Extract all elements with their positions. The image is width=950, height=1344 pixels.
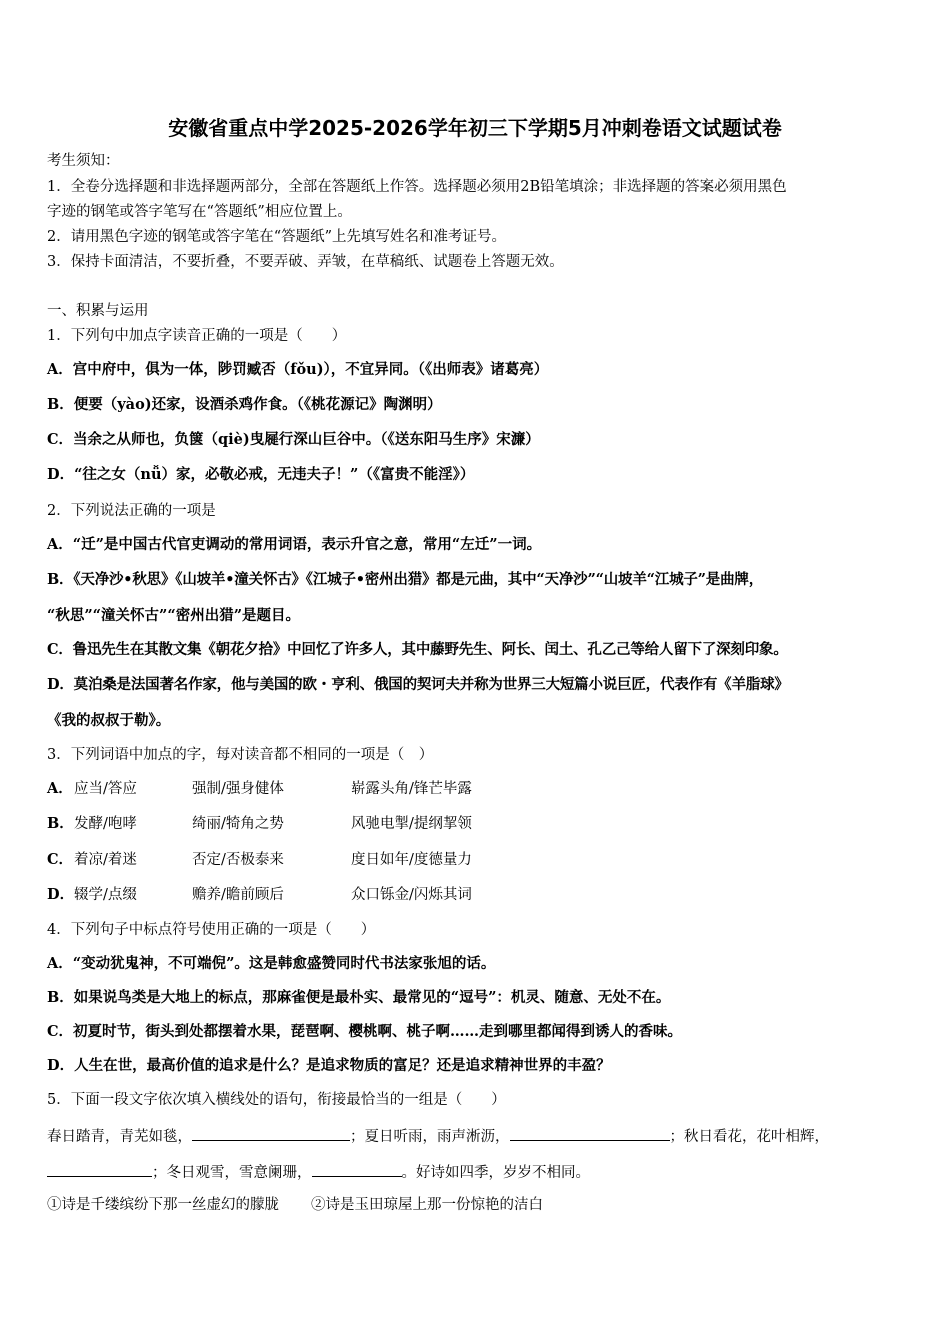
question-5-options [47,1196,543,1214]
question-2-option-c: C．鲁迅先生在其散文集《朝花夕拾》中回忆了许多人，其中藤野先生、阿长、闰土、孔乙己等给人留下了深刻印象。 [47,641,788,658]
question-3-key: D． [47,886,75,903]
question-5-stem: 5．下面一段文字依次填入横线处的语句，衔接最恰当的一组是（ ） [47,1092,506,1108]
question-2-stem: 2．下列说法正确的一项是 [47,503,216,519]
question-3-cell: 发酵/咆哮 [74,816,137,832]
question-2-option-a: A．“迁”是中国古代官吏调动的常用词语，表示升官之意，常用“左迁”一词。 [47,536,542,553]
fill-blank-3[interactable] [47,1162,152,1177]
question-5-passage-line-1 [47,1126,829,1146]
passage-text: 。好诗如四季，岁岁不相同。 [401,1165,590,1181]
question-4-option-b: B．如果说鸟类是大地上的标点，那麻雀便是最朴实、最常见的“逗号”：机灵、随意、无处不在。 [47,989,671,1006]
question-5-option-2: ②诗是玉田琼屋上那一份惊艳的洁白 [311,1197,543,1213]
notice-item-2: 2．请用黑色字迹的钢笔或答字笔在“答题纸”上先填写姓名和准考证号。 [47,229,507,245]
question-3-cell: 强制/强身健体 [192,781,284,797]
question-5-option-1: ①诗是千缕缤纷下那一丝虚幻的朦胧 [47,1197,279,1213]
question-2-option-d: D．莫泊桑是法国著名作家，他与美国的欧・亨利、俄国的契诃夫并称为世界三大短篇小说巨匠，代表作有《羊脂球》 [47,676,789,693]
passage-text: ；秋日看花，花叶相辉， [669,1129,829,1145]
question-1-option-a: A．宫中府中，俱为一体，陟罚臧否（fǒu)），不宜异同。（《出师表》诸葛亮） [47,361,549,378]
question-1-option-d: D．“往之女（nǚ）家，必敬必戒，无违夫子！”（《富贵不能淫》） [47,466,475,483]
section-heading: 一、积累与运用 [47,303,149,319]
question-3-cell: 众口铄金/闪烁其词 [351,887,472,903]
question-2-option-d-cont: 《我的叔叔于勒》。 [47,712,171,729]
question-3-cell: 辍学/点缀 [74,887,137,903]
question-3-cell: 崭露头角/锋芒毕露 [351,781,472,797]
question-3-cell: 赡养/瞻前顾后 [192,887,284,903]
question-4-stem: 4．下列句子中标点符号使用正确的一项是（ ） [47,922,376,938]
question-3-cell: 应当/答应 [74,781,137,797]
question-2-option-b-cont: “秋思”“潼关怀古”“密州出猎”是题目。 [47,607,301,624]
question-4-option-c: C．初夏时节，街头到处都摆着水果，琵琶啊、樱桃啊、桃子啊……走到哪里都闻得到诱人的香味。 [47,1023,683,1040]
notice-item-1: 1．全卷分选择题和非选择题两部分，全部在答题纸上作答。选择题必须用2B铅笔填涂；非选择题的答案必须用黑色 [47,179,787,195]
question-1-stem: 1．下列句中加点字读音正确的一项是（ ） [47,328,347,344]
question-3-stem: 3．下列词语中加点的字，每对读音都不相同的一项是（ ） [47,747,434,763]
question-4-option-d: D．人生在世，最高价值的追求是什么？是追求物质的富足？还是追求精神世界的丰盈？ [47,1057,611,1074]
question-5-passage-line-2 [47,1162,590,1182]
question-1-option-b: B．便要（yào)还家，设酒杀鸡作食。（《桃花源记》陶渊明） [47,396,442,413]
question-3-cell: 度日如年/度德量力 [351,852,472,868]
question-3-cell: 否定/否极泰来 [192,852,284,868]
question-4-option-a: A．“变动犹鬼神，不可端倪”。这是韩愈盛赞同时代书法家张旭的话。 [47,955,496,972]
question-3-key: C． [47,851,74,868]
page-title: 安徽省重点中学2025-2026学年初三下学期5月冲刺卷语文试题试卷 [168,116,782,140]
fill-blank-4[interactable] [312,1162,402,1177]
question-3-cell: 绮丽/犄角之势 [192,816,284,832]
passage-text: 春日踏青，青芜如毯， [47,1129,192,1145]
question-3-key: B． [47,815,74,832]
question-2-option-b: B．《天净沙•秋思》《山坡羊•潼关怀古》《江城子•密州出猎》都是元曲，其中“天净沙”“山坡羊“江城子”是曲牌， [47,571,764,588]
fill-blank-1[interactable] [192,1126,350,1141]
notice-item-1-cont: 字迹的钢笔或答字笔写在“答题纸”相应位置上。 [47,204,352,220]
passage-text: ；冬日观雪，雪意阑珊， [152,1165,312,1181]
fill-blank-2[interactable] [510,1126,670,1141]
question-3-cell: 风驰电掣/提纲挈领 [351,816,472,832]
passage-text: ；夏日听雨，雨声淅沥， [350,1129,510,1145]
notice-item-3: 3．保持卡面清洁，不要折叠，不要弄破、弄皱，在草稿纸、试题卷上答题无效。 [47,254,564,270]
question-1-option-c: C．当余之从师也，负箧（qiè)曳屣行深山巨谷中。（《送东阳马生序》宋濂） [47,431,540,448]
notice-heading: 考生须知： [47,153,120,169]
question-3-cell: 着凉/着迷 [74,852,137,868]
question-3-key: A． [47,780,73,797]
